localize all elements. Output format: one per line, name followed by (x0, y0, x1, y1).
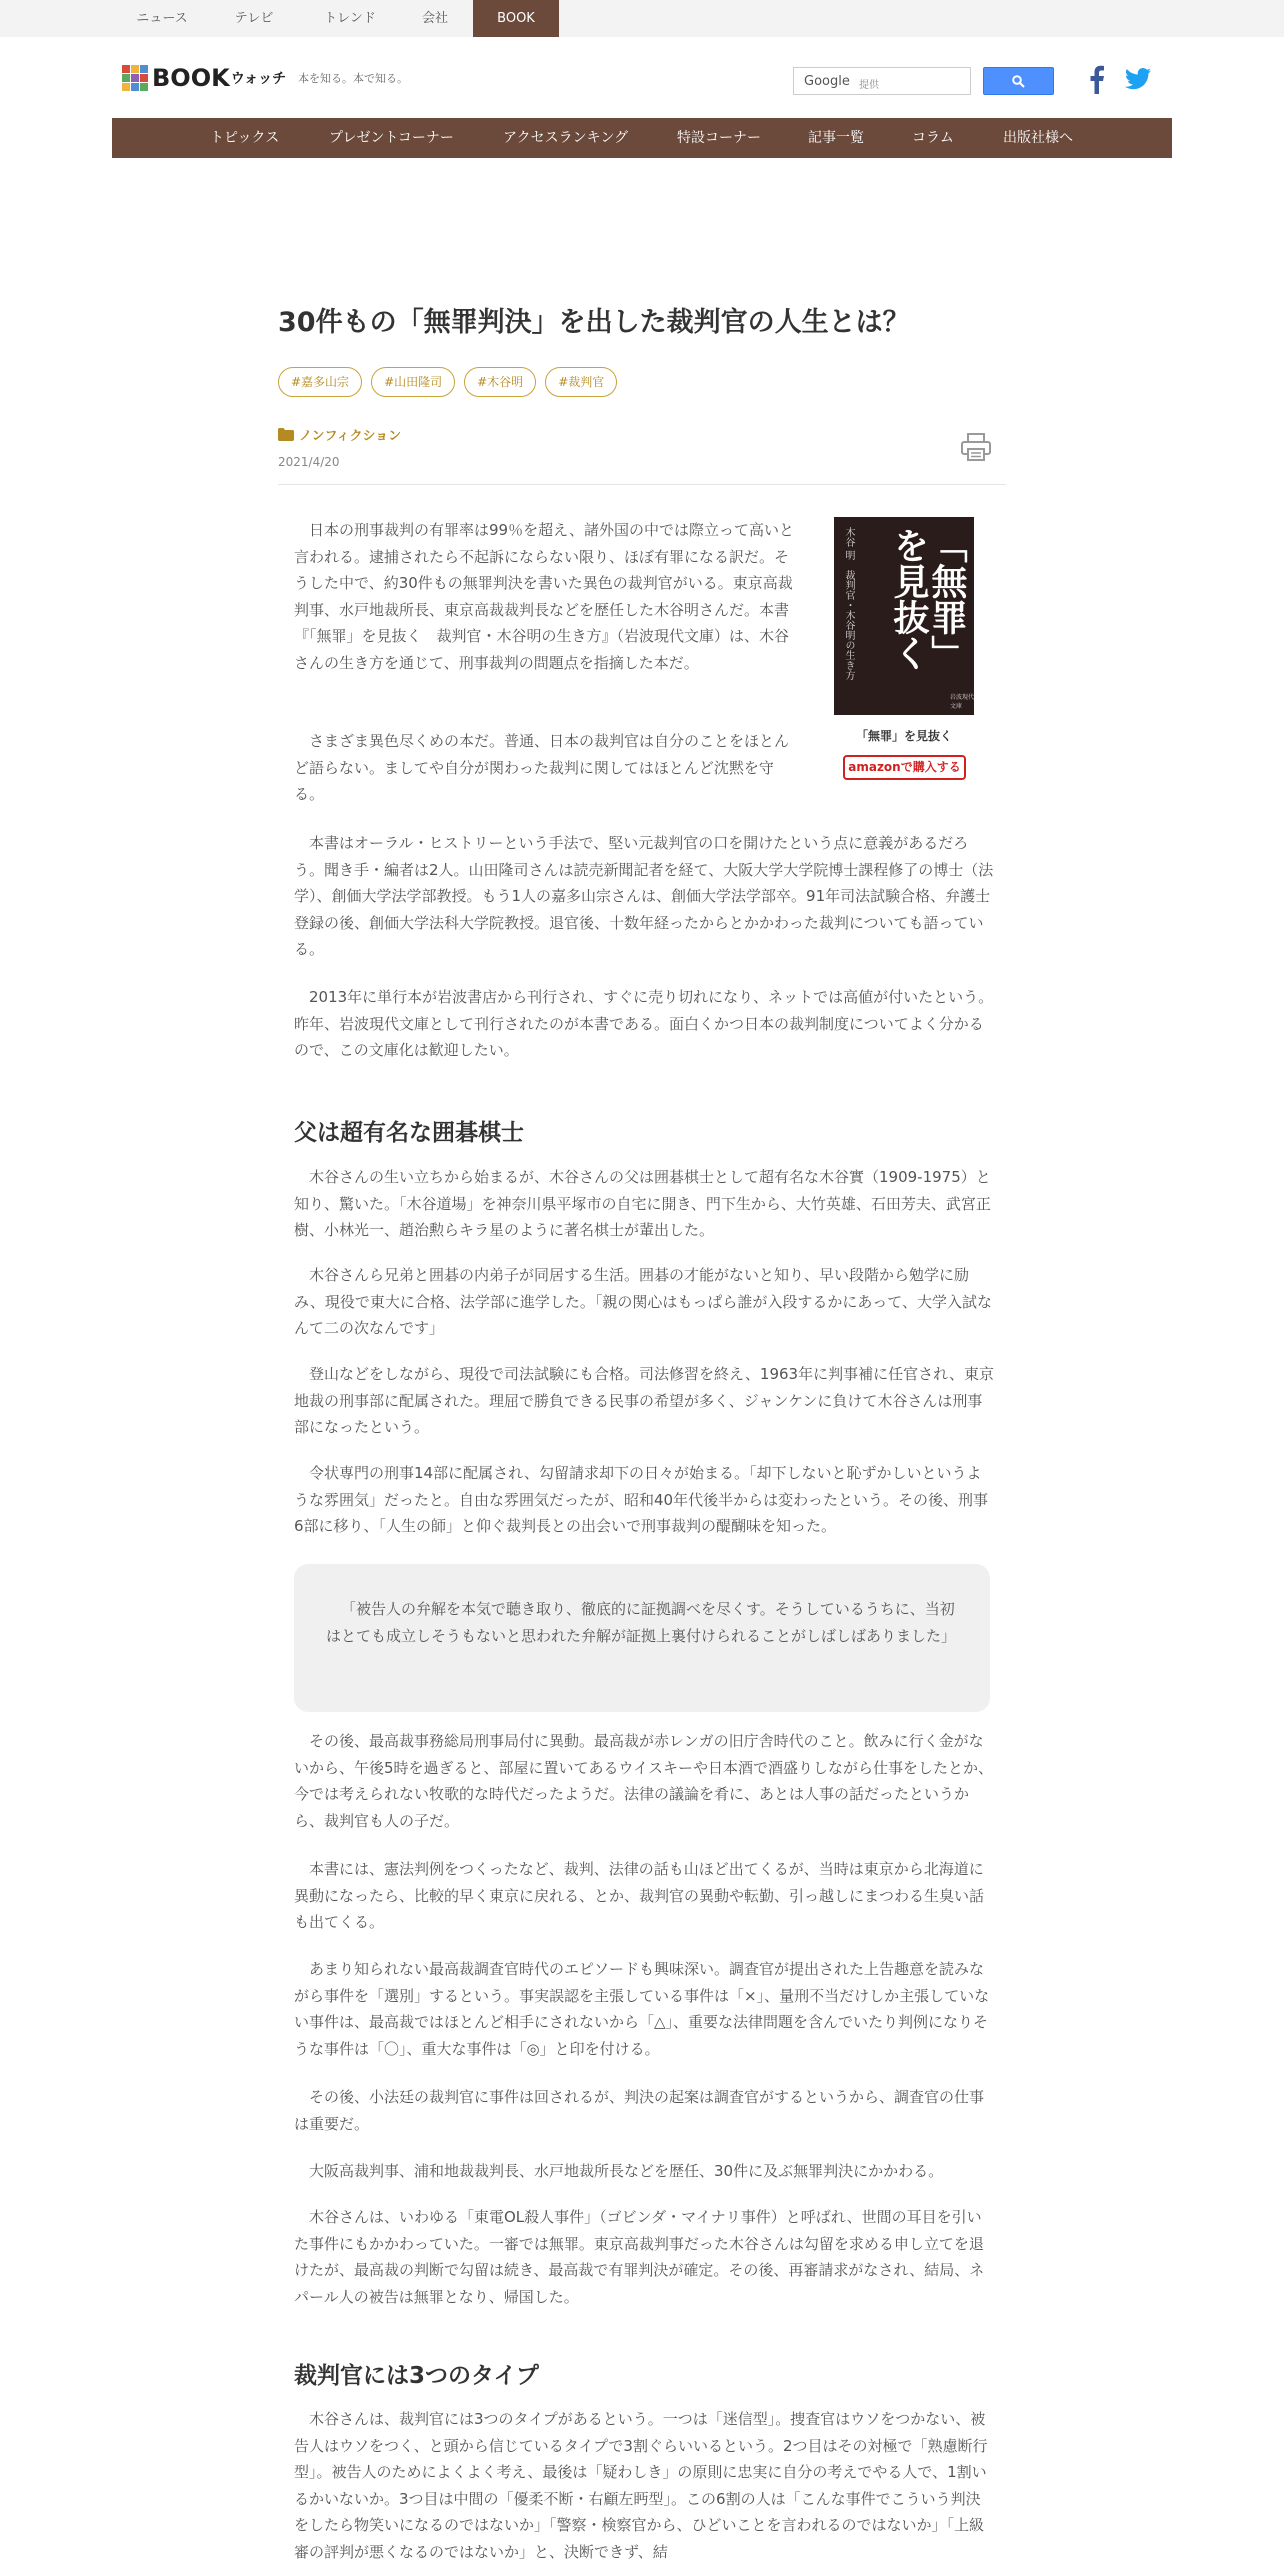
publish-date: 2021/4/20 (278, 455, 340, 469)
book-cover-publisher: 岩波現代文庫 (950, 694, 975, 710)
article-paragraph: その後、最高裁事務総局刑事局付に異動。最高裁が赤レンガの旧庁舎時代のこと。飲みに行く金がないから、午後5時を過ぎると、部屋に置いてあるウイスキーや日本酒で酒盛りしながら仕事をしたとか、今では考えられない牧歌的な時代だったようだ。法律の議論を肴に、あとは人事の話だったというから、裁判官も人の子だ。 (294, 1732, 993, 1830)
search-button[interactable] (983, 67, 1054, 95)
site-tagline: 本を知る。本で知る。 (298, 72, 408, 85)
nav-item-ranking[interactable]: アクセスランキング (503, 130, 629, 146)
article-paragraph: あまり知られない最高裁調査官時代のエピソードも興味深い。調査官が提出された上告趣意を読みながら事件を「選別」するという。事実誤認を主張している事件は「×」、量刑不当だけしか主張していない事件は、最高裁ではほとんど相手にされないから「△」、重要な法律問題を含んでいたり判例になりそうな事件は「〇」、重大な事件は「◎」と印を付ける。 (294, 1960, 990, 2058)
article-paragraph: 木谷さんら兄弟と囲碁の内弟子が同居する生活。囲碁の才能がないと知り、早い段階から勉学に励み、現役で東大に合格、法学部に進学した。「親の関心はもっぱら誰が入段するかにあって、大学入試なんて二の次なんです」 (294, 1266, 992, 1337)
article-paragraph: 登山などをしながら、現役で司法試験にも合格。司法修習を終え、1963年に判事補に任官され、東京地裁の刑事部に配属された。理屈で勝負できる民事の希望が多く、ジャンケンに負けて木谷さんは刑事部になったという。 (294, 1365, 994, 1436)
article-paragraph: その後、小法廷の裁判官に事件は回されるが、判決の起案は調査官がするというから、調査官の仕事は重要だ。 (294, 2088, 985, 2133)
article-paragraph: 本書はオーラル・ヒストリーという手法で、堅い元裁判官の口を開けたという点に意義があるだろう。聞き手・編者は2人。山田隆司さんは読売新聞記者を経て、大阪大学大学院博士課程修了の博士（法学）、創価大学法学部教授。もう1人の嘉多山宗さんは、創価大学法学部卒。91年司法試験合格、弁護士登録の後、創価大学法科大学院教授。退官後、十数年経ったからとかかわった裁判についても語っている。 (294, 834, 994, 958)
category-label: ノンフィクション (299, 429, 402, 444)
facebook-icon[interactable] (1086, 64, 1106, 94)
article-title: 30件もの「無罪判決」を出した裁判官の人生とは？ (278, 307, 910, 338)
book-cover-subtitle: 木谷 明 裁判官・木谷明の生き方 (843, 527, 854, 681)
logo-sub-text: ウォッチ (230, 71, 287, 87)
top-tab-company[interactable]: 会社 (421, 11, 448, 26)
nav-item-present[interactable]: プレゼントコーナー (329, 130, 454, 146)
book-cover[interactable] (834, 517, 974, 715)
article-paragraph: 木谷さんは、いわゆる「東電OL殺人事件」（ゴビンダ・マイナリ事件）と呼ばれ、世間の耳目を引いた事件にもかかわっていた。一審では無罪。東京高裁判事だった木谷さんは勾留を求める申し立てを退けたが、最高裁の判断で勾留は続き、最高裁で有罪判決が確定。その後、再審請求がなされ、結局、ネパール人の被告は無罪となり、帰国した。 (294, 2208, 985, 2306)
category-link[interactable] (278, 425, 401, 444)
top-tab-trend[interactable]: トレンド (324, 11, 376, 26)
top-tab-book[interactable]: BOOK (473, 0, 559, 37)
logo-text: BOOK (152, 64, 230, 92)
search-icon (1012, 75, 1025, 88)
article-paragraph: 日本の刑事裁判の有罪率は99％を超え、諸外国の中では際立って高いと言われる。逮捕されたら不起訴にならない限り、ほぼ有罪になる訳だ。そうした中で、約30件もの無罪判決を書いた異色の裁判官がいる。東京高裁判事、水戸地裁所長、東京高裁裁判長などを歴任した木谷明さんだ。本書『「無罪」を見抜く 裁判官・木谷明の生き方』（岩波現代文庫）は、木谷さんの生き方を通じて、刑事裁判の問題点を指摘した本だ。 (294, 521, 794, 672)
search-input[interactable] (793, 67, 971, 95)
logo-mark-icon (122, 65, 148, 91)
search-brand: Google (804, 74, 850, 89)
tag-list (278, 367, 617, 397)
article-paragraph: 令状専門の刑事14部に配属され、勾留請求却下の日々が始まる。「却下しないと恥ずかしいというような雰囲気」だったと。自由な雰囲気だったが、昭和40年代後半からは変わったという。その後、刑事6部に移り、「人生の師」と仰ぐ裁判長との出会いで刑事裁判の醍醐味を知った。 (294, 1464, 988, 1535)
nav-item-publishers[interactable]: 出版社様へ (1003, 130, 1073, 146)
section-heading: 父は超有名な囲碁棋士 (294, 1120, 524, 1146)
tag-link[interactable]: #木谷明 (464, 367, 536, 397)
tag-link[interactable]: #嘉多山宗 (278, 367, 362, 397)
folder-icon (278, 428, 294, 441)
nav-item-articles[interactable]: 記事一覧 (808, 130, 864, 146)
quote-text: 「被告人の弁解を本気で聴き取り、徹底的に証拠調べを尽くす。そうしているうちに、当初はとても成立しそうもないと思われた弁解が証拠上裏付けられることがしばしばありました」 (326, 1600, 957, 1645)
nav-item-topics[interactable]: トピックス (210, 130, 280, 146)
top-tab-bar (0, 0, 1284, 37)
book-caption: 「無罪」を見抜く (855, 729, 952, 743)
section-heading: 裁判官には3つのタイプ (294, 2363, 539, 2389)
amazon-buy-button[interactable]: amazonで購入する (843, 755, 966, 780)
article-paragraph: 本書には、憲法判例をつくったなど、裁判、法律の話も山ほど出てくるが、当時は東京から北海道に異動になったら、比較的早く東京に戻れる、とか、裁判官の異動や転勤、引っ越しにまつわる生臭い話も出てくる。 (294, 1860, 985, 1931)
twitter-icon[interactable] (1125, 68, 1151, 90)
top-tab-news[interactable]: ニュース (136, 11, 188, 26)
book-cover-title: 「無罪」を見抜く (888, 527, 968, 671)
tag-link[interactable]: #裁判官 (545, 367, 617, 397)
site-logo[interactable] (122, 63, 286, 93)
nav-item-column[interactable]: コラム (912, 130, 954, 146)
article-paragraph: 木谷さんの生い立ちから始まるが、木谷さんの父は囲碁棋士として超有名な木谷實（1909-1975）と知り、驚いた。「木谷道場」を神奈川県平塚市の自宅に開き、門下生から、大竹英雄、石田芳夫、武宮正樹、小林光一、趙治勲らキラ星のように著名棋士が輩出した。 (294, 1168, 991, 1239)
nav-item-special[interactable]: 特設コーナー (677, 130, 761, 146)
header-divider (278, 484, 1006, 485)
article-paragraph: さまざま異色尽くめの本だ。普通、日本の裁判官は自分のことをほとんど語らない。ましてや自分が関わった裁判に関してはほとんど沈黙を守る。 (294, 732, 790, 803)
article-paragraph: 木谷さんは、裁判官には3つのタイプがあるという。一つは「迷信型」。捜査官はウソをつかない、被告人はウソをつく、と頭から信じているタイプで3割ぐらいいるという。2つ目はその対極で「熟慮断行型」。被告人のためによくよく考え、最後は「疑わしき」の原則に忠実に自分の考えでやる人で、1割いるかいないか。3つ目は中間の「優柔不断・右顧左眄型」。この6割の人は「こんな事件でこういう判決をしたら物笑いになるのではないか」「警察・検察官から、ひどいことを言われるのではないか」「上級審の評判が悪くなるのではないか」と、決断できず、結 (294, 2410, 988, 2561)
main-nav (112, 118, 1172, 158)
top-tab-tv[interactable]: テレビ (234, 11, 274, 26)
article-paragraph: 2013年に単行本が岩波書店から刊行され、すぐに売り切れになり、ネットでは高値が付いたという。昨年、岩波現代文庫として刊行されたのが本書である。面白くかつ日本の裁判制度についてよく分かるので、この文庫化は歓迎したい。 (294, 988, 994, 1059)
tag-link[interactable]: #山田隆司 (371, 367, 455, 397)
article-paragraph: 大阪高裁判事、浦和地裁裁判長、水戸地裁所長などを歴任、30件に及ぶ無罪判決にかかわる。 (309, 2162, 944, 2180)
search-hint: 提供 (859, 80, 879, 91)
print-icon[interactable] (960, 432, 992, 462)
